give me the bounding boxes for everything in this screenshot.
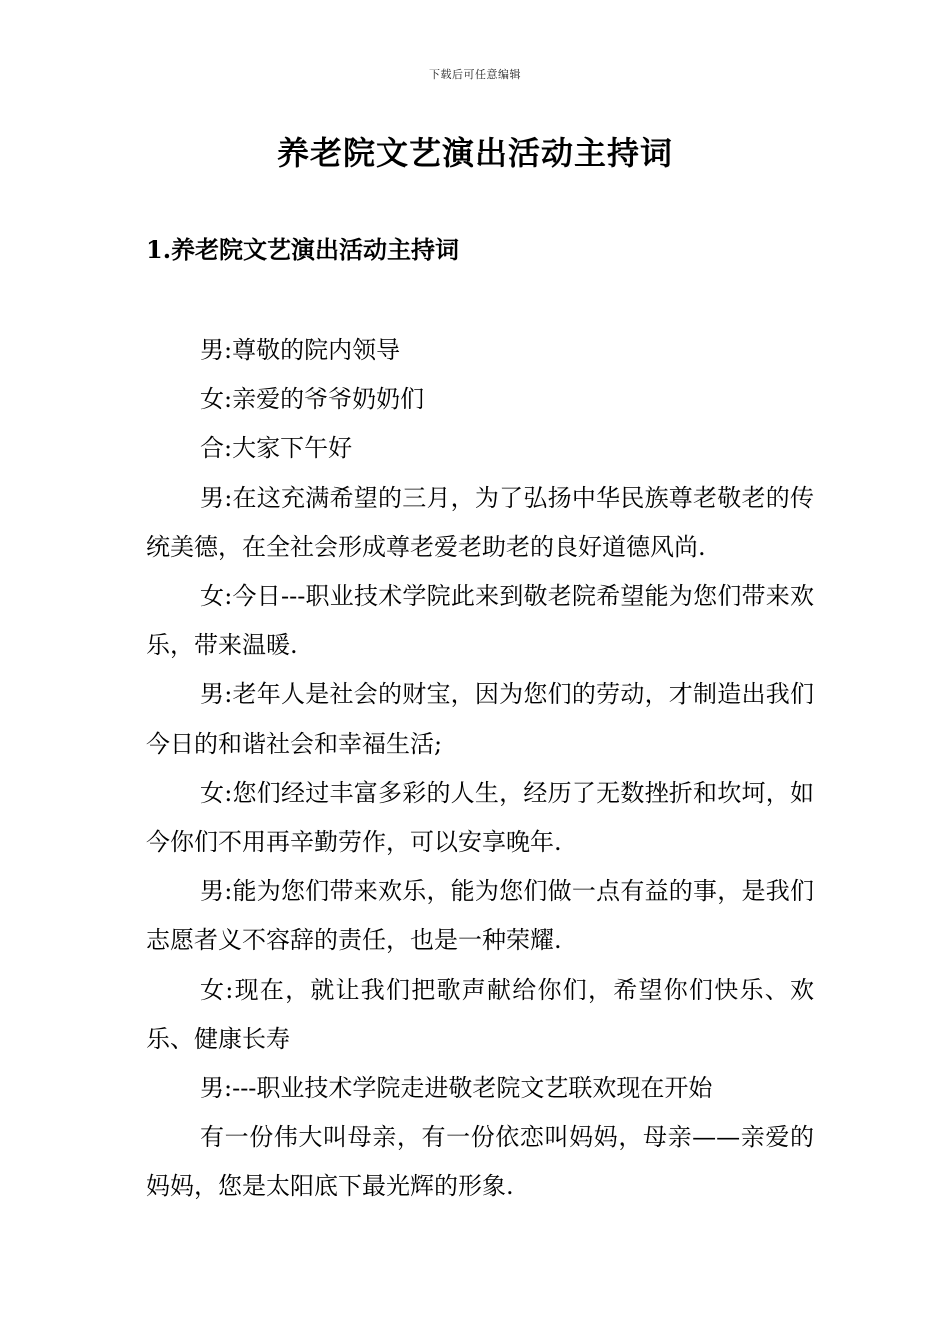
paragraph-3: 合:大家下午好 [200,434,353,463]
paragraph-4: 男:在这充满希望的三月，为了弘扬中华民族尊老敬老的传统美德，在全社会形成尊老爱老助老的良好道德风尚. [146,483,814,561]
paragraph-8: 男:能为您们带来欢乐，能为您们做一点有益的事，是我们志愿者义不容辞的责任，也是一种荣耀. [146,877,814,955]
paragraph-10: 男:---职业技术学院走进敬老院文艺联欢现在开始 [200,1074,713,1103]
paragraph-6: 男:老年人是社会的财宝，因为您们的劳动，才制造出我们今日的和谐社会和幸福生活; [146,680,814,758]
paragraph-5: 女:今日---职业技术学院此来到敬老院希望能为您们带来欢乐，带来温暖. [146,582,814,660]
document-title: 养老院文艺演出活动主持词 [276,134,673,172]
document-body [146,326,814,1212]
section-heading: 1.养老院文艺演出活动主持词 [146,235,460,264]
paragraph-1: 男:尊敬的院内领导 [200,336,401,364]
header-note: 下载后可任意编辑 [429,68,521,81]
paragraph-9: 女:现在，就让我们把歌声献给你们，希望你们快乐、欢乐、健康长寿 [146,975,814,1053]
paragraph-11: 有一份伟大叫母亲，有一份依恋叫妈妈，母亲——亲爱的妈妈，您是太阳底下最光辉的形象. [146,1123,814,1201]
paragraph-2: 女:亲爱的爷爷奶奶们 [200,385,425,414]
paragraph-7: 女:您们经过丰富多彩的人生，经历了无数挫折和坎坷，如今你们不用再辛勤劳作，可以安享晚年. [146,778,814,857]
